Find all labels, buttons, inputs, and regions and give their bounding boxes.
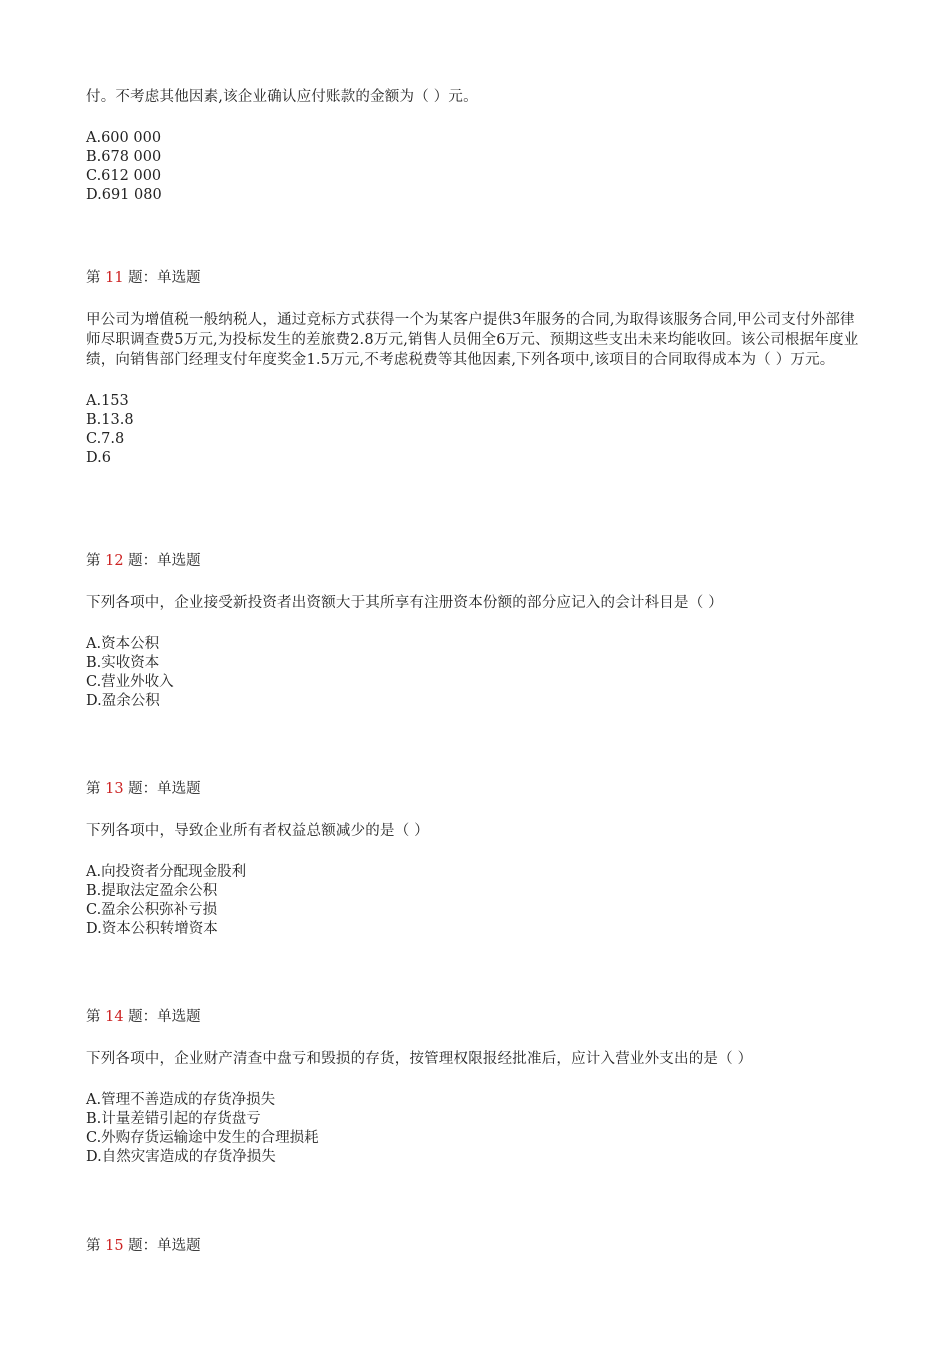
option-d: D.6 — [86, 450, 111, 466]
question-prefix: 第 — [86, 1009, 101, 1025]
option-a: A.153 — [86, 393, 129, 409]
question-11 — [86, 268, 866, 468]
option-c: C.盈余公积弥补亏损 — [86, 902, 218, 918]
question-12 — [86, 551, 866, 711]
option-b: B.计量差错引起的存货盘亏 — [86, 1111, 261, 1127]
option-a: A.600 000 — [86, 130, 162, 146]
option-b: B.实收资本 — [86, 655, 160, 671]
question-header — [86, 1236, 866, 1256]
question-stem: 甲公司为增值税一般纳税人，通过竞标方式获得一个为某客户提供3年服务的合同,为取得该服务合同,甲公司支付外部律师尽职调查费5万元,为投标发生的差旅费2.8万元,销售人员佣全6万元、预期这些支出未来均能收回。该公司根据年度业绩，向销售部门经理支付年度奖金1.5万元,不考虑税费等其他因素,下列各项中,该项目的合同取得成本为（ ）万元。 — [86, 312, 859, 368]
question-type: 题：单选题 — [128, 270, 201, 286]
option-list — [86, 129, 866, 205]
option-a: A.管理不善造成的存货净损失 — [86, 1092, 276, 1108]
question-number: 12 — [105, 553, 124, 569]
question-header — [86, 551, 866, 571]
intro-question — [86, 87, 866, 205]
question-13 — [86, 779, 866, 939]
question-prefix: 第 — [86, 1238, 101, 1254]
option-d: D.自然灾害造成的存货净损失 — [86, 1149, 276, 1165]
question-prefix: 第 — [86, 270, 101, 286]
question-prefix: 第 — [86, 781, 101, 797]
question-stem: 付。不考虑其他因素,该企业确认应付账款的金额为（ ）元。 — [86, 89, 478, 105]
option-b: B.13.8 — [86, 412, 134, 428]
question-number: 11 — [105, 270, 124, 286]
option-d: D.691 080 — [86, 187, 162, 203]
option-c: C.营业外收入 — [86, 674, 174, 690]
question-type: 题：单选题 — [128, 781, 201, 797]
option-c: C.612 000 — [86, 168, 162, 184]
option-list — [86, 635, 866, 711]
question-type: 题：单选题 — [128, 553, 201, 569]
question-15 — [86, 1236, 866, 1256]
option-d: D.资本公积转增资本 — [86, 921, 218, 937]
question-14 — [86, 1007, 866, 1167]
question-stem: 下列各项中，企业财产清查中盘亏和毁损的存货，按管理权限报经批准后，应计入营业外支出的是（ ） — [86, 1051, 753, 1067]
question-number: 15 — [105, 1238, 124, 1254]
option-c: C.7.8 — [86, 431, 125, 447]
question-stem: 下列各项中，企业接受新投资者出资额大于其所享有注册资本份额的部分应记入的会计科目是（ ） — [86, 595, 723, 611]
question-stem: 下列各项中，导致企业所有者权益总额减少的是（ ） — [86, 823, 429, 839]
question-number: 14 — [105, 1009, 124, 1025]
option-a: A.资本公积 — [86, 636, 160, 652]
question-header — [86, 268, 866, 288]
option-b: B.提取法定盈余公积 — [86, 883, 218, 899]
question-header — [86, 1007, 866, 1027]
question-type: 题：单选题 — [128, 1238, 201, 1254]
option-list — [86, 392, 866, 468]
option-d: D.盈余公积 — [86, 693, 160, 709]
question-header — [86, 779, 866, 799]
option-list — [86, 863, 866, 939]
option-list — [86, 1091, 866, 1167]
question-type: 题：单选题 — [128, 1009, 201, 1025]
question-prefix: 第 — [86, 553, 101, 569]
option-b: B.678 000 — [86, 149, 162, 165]
option-a: A.向投资者分配现金股利 — [86, 864, 247, 880]
option-c: C.外购存货运输途中发生的合理损耗 — [86, 1130, 319, 1146]
question-number: 13 — [105, 781, 124, 797]
